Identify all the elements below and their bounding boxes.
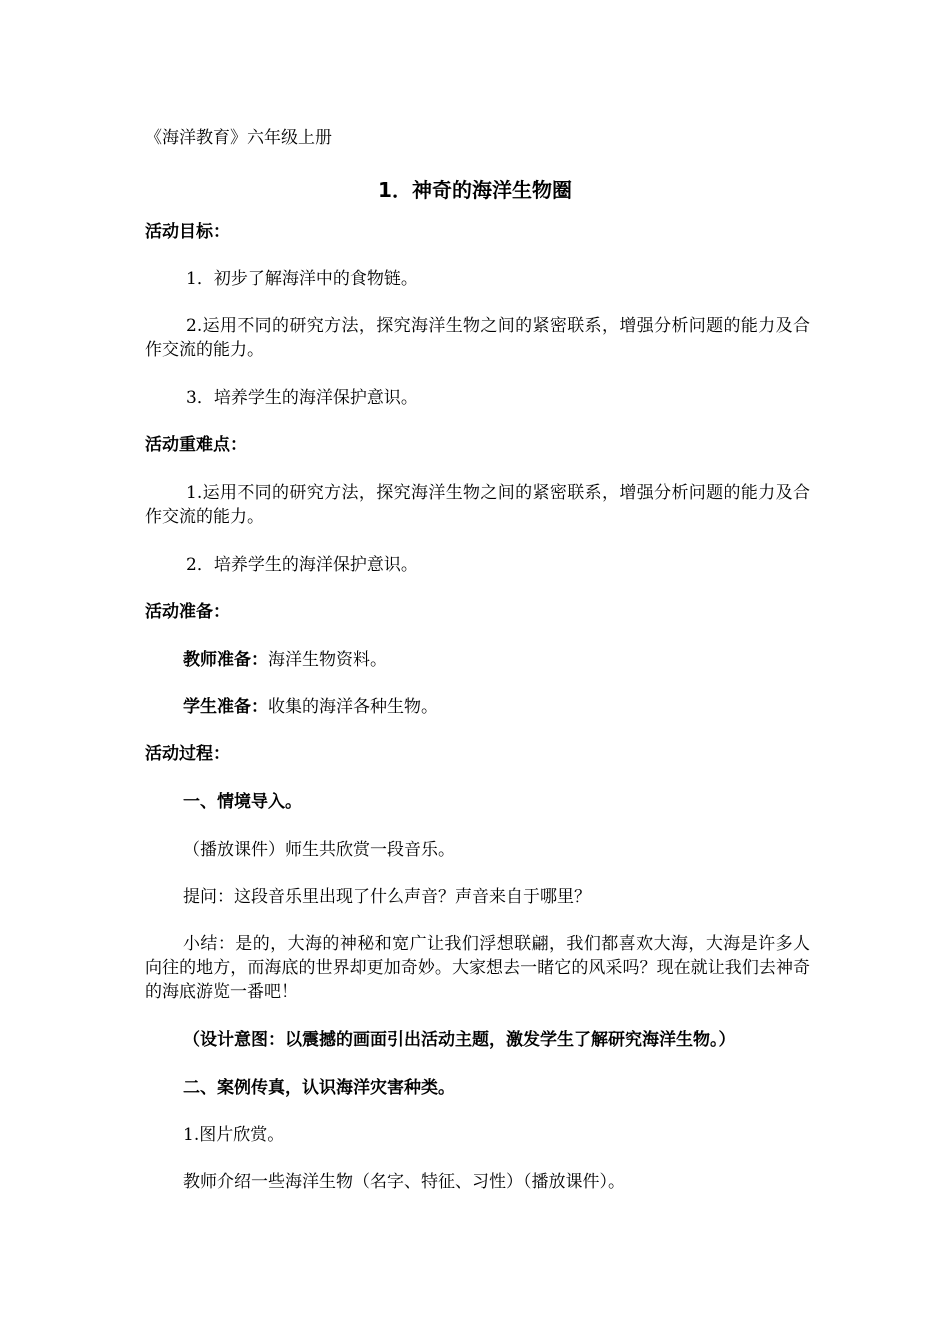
prep-heading: 活动准备：: [145, 602, 230, 622]
lesson-title: 1．神奇的海洋生物圈: [378, 178, 572, 202]
process-heading: 活动过程：: [145, 744, 230, 764]
keypoints-heading: 活动重难点：: [145, 435, 247, 455]
teacher-prep: [183, 648, 387, 672]
goal-item-2: 2.运用不同的研究方法，探究海洋生物之间的紧密联系，增强分析问题的能力及合作交流的能力。: [145, 316, 810, 360]
keypoint-item-2: 2．培养学生的海洋保护意识。: [186, 555, 418, 575]
keypoint-item-1: 1.运用不同的研究方法，探究海洋生物之间的紧密联系，增强分析问题的能力及合作交流的能力。: [145, 483, 810, 527]
step1-heading: 一、情境导入。: [183, 792, 302, 812]
step2-p1: 1.图片欣赏。: [183, 1125, 285, 1145]
step1-design-intent: （设计意图：以震撼的画面引出活动主题，激发学生了解研究海洋生物。）: [183, 1030, 736, 1050]
student-prep-text: 收集的海洋各种生物。: [268, 697, 438, 717]
book-header: 《海洋教育》六年级上册: [145, 128, 332, 148]
step2-p2: 教师介绍一些海洋生物（名字、特征、习性）（播放课件）。: [183, 1172, 625, 1192]
student-prep-label: 学生准备：: [183, 697, 268, 717]
student-prep: [183, 695, 438, 719]
step1-p2: 提问：这段音乐里出现了什么声音？声音来自于哪里？: [183, 887, 591, 907]
teacher-prep-text: 海洋生物资料。: [268, 650, 387, 670]
step2-heading: 二、案例传真，认识海洋灾害种类。: [183, 1078, 455, 1098]
goal-item-1: 1．初步了解海洋中的食物链。: [186, 269, 418, 289]
step1-p3: 小结：是的，大海的神秘和宽广让我们浮想联翩，我们都喜欢大海，大海是许多人向往的地方，而海底的世界却更加奇妙。大家想去一睹它的风采吗？现在就让我们去神奇的海底游览一番吧！: [145, 934, 810, 1002]
goal-item-3: 3．培养学生的海洋保护意识。: [186, 388, 418, 408]
goals-heading: 活动目标：: [145, 222, 230, 242]
step1-p1: （播放课件）师生共欣赏一段音乐。: [183, 840, 455, 860]
teacher-prep-label: 教师准备：: [183, 650, 268, 670]
